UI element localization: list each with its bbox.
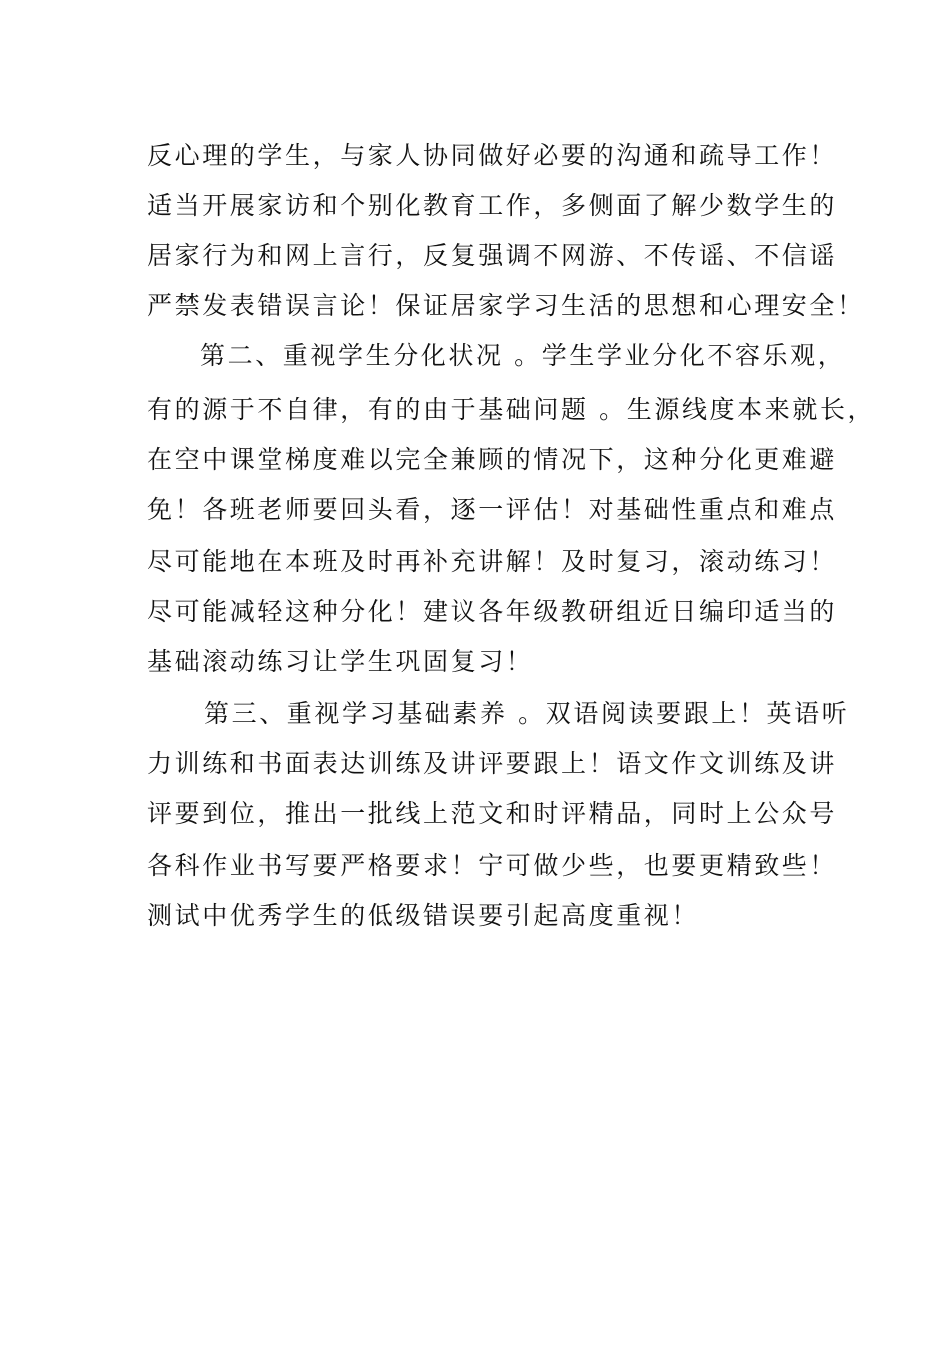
text-line: 严禁发表错误言论！保证居家学习生活的思想和心理安全！ — [147, 291, 865, 320]
text-line: 有的源于不自律，有的由于基础问题 。生源线度本来就长， — [147, 395, 876, 424]
text-line: 居家行为和网上言行，反复强调不网游、不传谣、不信谣 — [147, 241, 838, 270]
text-line: 各科作业书写要严格要求！宁可做少些，也要更精致些！ — [147, 851, 838, 880]
paragraph-heading-3: 第三、重视学习基础素养 。双语阅读要跟上！英语听 — [204, 699, 850, 728]
text-line: 反心理的学生，与家人协同做好必要的沟通和疏导工作！ — [147, 141, 838, 170]
text-line: 评要到位，推出一批线上范文和时评精品，同时上公众号 — [147, 799, 838, 828]
text-line: 尽可能减轻这种分化！建议各年级教研组近日编印适当的 — [147, 597, 838, 626]
text-line: 测试中优秀学生的低级错误要引起高度重视！ — [147, 901, 700, 930]
text-line: 力训练和书面表达训练及讲评要跟上！语文作文训练及讲 — [147, 749, 838, 778]
text-line: 在空中课堂梯度难以完全兼顾的情况下，这种分化更难避 — [147, 445, 838, 474]
text-line: 基础滚动练习让学生巩固复习！ — [147, 647, 534, 676]
text-line: 免！各班老师要回头看，逐一评估！对基础性重点和难点 — [147, 495, 838, 524]
text-line: 尽可能地在本班及时再补充讲解！及时复习，滚动练习！ — [147, 547, 838, 576]
paragraph-heading-2: 第二、重视学生分化状况 。学生学业分化不容乐观， — [200, 341, 846, 370]
text-line: 适当开展家访和个别化教育工作，多侧面了解少数学生的 — [147, 191, 838, 220]
